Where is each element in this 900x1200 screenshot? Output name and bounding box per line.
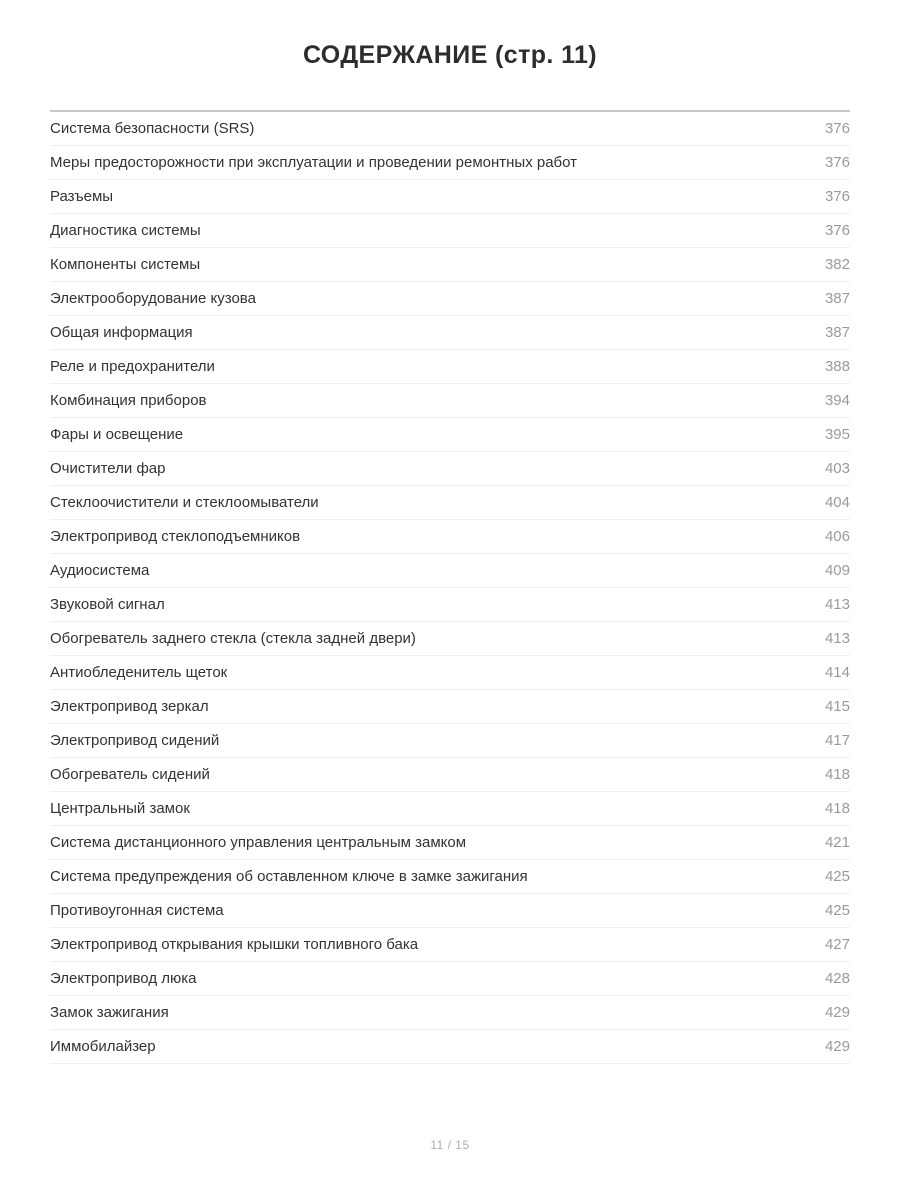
toc-entry-page-number: 421 bbox=[824, 834, 850, 851]
toc-entry-label: Центральный замок bbox=[50, 800, 190, 817]
toc-entry-label: Меры предосторожности при эксплуатации и проведении ремонтных работ bbox=[50, 154, 578, 171]
toc-entry[interactable] bbox=[50, 588, 850, 622]
toc-entry[interactable] bbox=[50, 316, 850, 350]
toc-entry[interactable] bbox=[50, 860, 850, 894]
toc-entry[interactable] bbox=[50, 962, 850, 996]
toc-entry[interactable] bbox=[50, 690, 850, 724]
toc-entry-page-number: 394 bbox=[824, 392, 850, 409]
toc-entry-page-number: 403 bbox=[824, 460, 850, 477]
toc-entry[interactable] bbox=[50, 486, 850, 520]
toc-entry[interactable] bbox=[50, 656, 850, 690]
toc-entry-page-number: 413 bbox=[824, 630, 850, 647]
toc-entry-page-number: 427 bbox=[824, 936, 850, 953]
toc-entry-page-number: 376 bbox=[824, 188, 850, 205]
toc-entry-page-number: 428 bbox=[824, 970, 850, 987]
toc-entry-page-number: 429 bbox=[824, 1038, 850, 1055]
toc-entry[interactable] bbox=[50, 622, 850, 656]
toc-entry[interactable] bbox=[50, 146, 850, 180]
toc-entry-page-number: 418 bbox=[824, 766, 850, 783]
toc-entry[interactable] bbox=[50, 724, 850, 758]
toc-entry-label: Аудиосистема bbox=[50, 562, 150, 579]
toc-entry-label: Электрооборудование кузова bbox=[50, 290, 256, 307]
toc-entry-label: Стеклоочистители и стеклоомыватели bbox=[50, 494, 319, 511]
toc-entry-page-number: 388 bbox=[824, 358, 850, 375]
toc-entry-page-number: 376 bbox=[824, 154, 850, 171]
toc-entry-label: Общая информация bbox=[50, 324, 193, 341]
toc-entry-label: Замок зажигания bbox=[50, 1004, 169, 1021]
toc-entry[interactable] bbox=[50, 452, 850, 486]
toc-entry[interactable] bbox=[50, 214, 850, 248]
toc-entry[interactable] bbox=[50, 792, 850, 826]
toc-entry-page-number: 425 bbox=[824, 868, 850, 885]
toc-entry-label: Система предупреждения об оставленном ключе в замке зажигания bbox=[50, 868, 528, 885]
toc-entry[interactable] bbox=[50, 1030, 850, 1064]
toc-entry[interactable] bbox=[50, 282, 850, 316]
toc-entry-label: Звуковой сигнал bbox=[50, 596, 165, 613]
toc-entry-page-number: 406 bbox=[824, 528, 850, 545]
toc-entry[interactable] bbox=[50, 180, 850, 214]
toc-entry-page-number: 376 bbox=[824, 120, 850, 137]
table-of-contents-list bbox=[50, 112, 850, 1064]
toc-entry-label: Компоненты системы bbox=[50, 256, 201, 273]
toc-entry[interactable] bbox=[50, 928, 850, 962]
toc-entry-label: Диагностика системы bbox=[50, 222, 201, 239]
toc-entry[interactable] bbox=[50, 758, 850, 792]
toc-entry-page-number: 418 bbox=[824, 800, 850, 817]
toc-entry-label: Реле и предохранители bbox=[50, 358, 215, 375]
toc-entry-label: Электропривод открывания крышки топливного бака bbox=[50, 936, 419, 953]
toc-entry[interactable] bbox=[50, 418, 850, 452]
toc-entry-label: Антиобледенитель щеток bbox=[50, 664, 228, 681]
toc-entry-label: Система безопасности (SRS) bbox=[50, 120, 255, 137]
toc-entry[interactable] bbox=[50, 894, 850, 928]
toc-entry-page-number: 395 bbox=[824, 426, 850, 443]
toc-entry-page-number: 413 bbox=[824, 596, 850, 613]
page-indicator: 11 / 15 bbox=[430, 1138, 470, 1152]
toc-entry-page-number: 429 bbox=[824, 1004, 850, 1021]
toc-entry-page-number: 417 bbox=[824, 732, 850, 749]
toc-entry-label: Очистители фар bbox=[50, 460, 166, 477]
toc-entry-page-number: 387 bbox=[824, 290, 850, 307]
toc-entry[interactable] bbox=[50, 520, 850, 554]
toc-entry-page-number: 387 bbox=[824, 324, 850, 341]
toc-entry[interactable] bbox=[50, 248, 850, 282]
toc-entry[interactable] bbox=[50, 112, 850, 146]
toc-entry-label: Разъемы bbox=[50, 188, 114, 205]
toc-entry[interactable] bbox=[50, 384, 850, 418]
toc-entry-label: Электропривод стеклоподъемников bbox=[50, 528, 301, 545]
page-title: СОДЕРЖАНИЕ (стр. 11) bbox=[302, 41, 598, 69]
toc-entry-label: Фары и освещение bbox=[50, 426, 184, 443]
toc-entry-page-number: 376 bbox=[824, 222, 850, 239]
toc-entry-label: Электропривод зеркал bbox=[50, 698, 209, 715]
toc-entry-label: Противоугонная система bbox=[50, 902, 224, 919]
toc-entry-label: Иммобилайзер bbox=[50, 1038, 156, 1055]
toc-entry-label: Система дистанционного управления центральным замком bbox=[50, 834, 467, 851]
toc-entry[interactable] bbox=[50, 350, 850, 384]
toc-entry[interactable] bbox=[50, 996, 850, 1030]
toc-entry-label: Электропривод сидений bbox=[50, 732, 220, 749]
toc-entry[interactable] bbox=[50, 826, 850, 860]
toc-entry-label: Комбинация приборов bbox=[50, 392, 207, 409]
toc-entry-page-number: 414 bbox=[824, 664, 850, 681]
toc-entry-label: Электропривод люка bbox=[50, 970, 197, 987]
toc-entry-label: Обогреватель сидений bbox=[50, 766, 210, 783]
toc-entry-label: Обогреватель заднего стекла (стекла задней двери) bbox=[50, 630, 416, 647]
toc-entry-page-number: 425 bbox=[824, 902, 850, 919]
toc-entry-page-number: 382 bbox=[824, 256, 850, 273]
toc-entry-page-number: 404 bbox=[824, 494, 850, 511]
toc-entry-page-number: 415 bbox=[824, 698, 850, 715]
page-footer bbox=[0, 1090, 900, 1200]
toc-entry[interactable] bbox=[50, 554, 850, 588]
toc-entry-page-number: 409 bbox=[824, 562, 850, 579]
